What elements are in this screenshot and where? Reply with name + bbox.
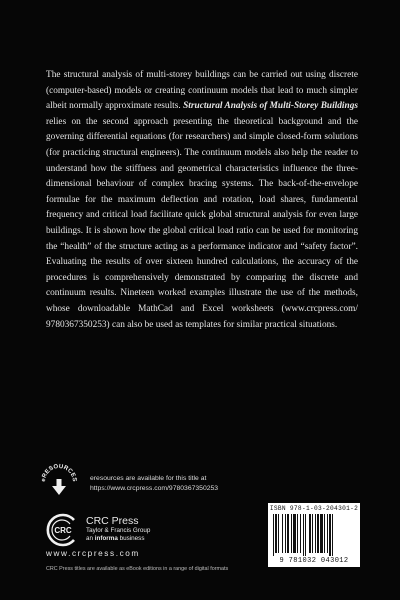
eresources-icon: [40, 462, 78, 500]
publisher-name: CRC Press: [86, 515, 139, 527]
business-brand: informa: [94, 535, 118, 542]
eresources-line-1: eresources are available for this title at: [90, 475, 207, 482]
barcode-bars: [272, 514, 356, 556]
blurb-part-2: relies on the second approach presenting the theoretical background and the governing differential equations (for researchers) and simple closed-form solutions (for practicing structural engineers). The continuum models also help the reader to understand how the stiffness and geometrical characteristics influence the three-dimensional behaviour of complex bracing systems. The back-of-the-envelope formulae for the maximum deflection and rotation, load shares, fundamental frequency and critical load facilitate quick global structural analysis for even large buildings. It is shown how the global critical load ratio can be used for monitoring the “health” of the structure acting as a performance indicator and “safety factor”. Evaluating the results of over sixteen hundred calculations, the accuracy of the procedures is comprehensively demonstrated by comparing the discrete and continuum results. Nineteen worked examples illustrate the use of the methods, whose downloadable MathCad and Excel worksheets (www.crcpress.com/ 9780367350253) can also be used as templates for similar practical situations.: [46, 116, 358, 330]
back-cover-blurb: [46, 68, 358, 333]
business-prefix: an: [86, 535, 95, 542]
isbn-digits: 9 781032 043012: [279, 557, 349, 565]
eresources-icon-label: eRESOURCES: [40, 463, 78, 483]
isbn-label: ISBN 978-1-03-204301-2: [269, 505, 359, 512]
ebook-footnote: CRC Press titles are available as eBook editions in a range of digital formats: [46, 566, 229, 572]
book-title: Structural Analysis of Multi-Storey Buildings: [183, 101, 358, 112]
eresources-url[interactable]: https://www.crcpress.com/9780367350253: [90, 484, 219, 492]
business-suffix: business: [117, 535, 145, 542]
crc-logo-text: CRC: [54, 526, 72, 535]
publisher-group: Taylor & Francis Group: [86, 527, 151, 534]
crc-press-logo: [44, 512, 80, 548]
publisher-url[interactable]: www.crcpress.com: [46, 549, 140, 558]
blurb-part-1: The structural analysis of multi-storey buildings can be carried out using discrete (computer-based) models or creating continuum models that lead to much simpler albeit normally approximate results.: [46, 70, 358, 112]
publisher-business: [86, 535, 150, 543]
isbn-barcode: [268, 503, 360, 567]
eresources-notice: [90, 474, 218, 493]
publisher-info: [86, 515, 150, 543]
